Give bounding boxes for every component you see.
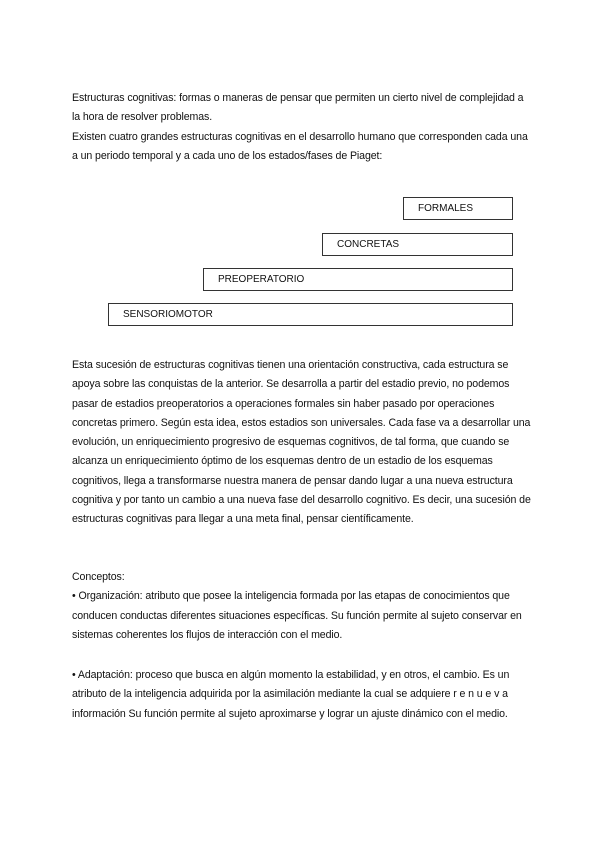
- concept-adaptacion-block: [72, 666, 532, 724]
- intro-definition: Estructuras cognitivas: formas o maneras de pensar que permiten un cierto nivel de complejidad a la hora de resolver problemas.: [72, 92, 524, 124]
- stage-formales-label: FORMALES: [418, 203, 474, 214]
- stage-sensoriomotor: [108, 303, 513, 326]
- stage-preoperatorio: [203, 268, 513, 291]
- concepts-heading: Conceptos:: [72, 571, 125, 583]
- stage-concretas-label: CONCRETAS: [337, 239, 400, 250]
- stage-concretas: [322, 233, 513, 256]
- concept-adaptacion: • Adaptación: proceso que busca en algún momento la estabilidad, y en otros, el cambio. Es un atributo de la inteligencia adquirida por la asimilación mediante la cual se adquiere r e n u e v a información Su función permite al sujeto aproximarse y lograr un ajuste dinámico con el medio.: [72, 669, 510, 720]
- stage-preoperatorio-label: PREOPERATORIO: [218, 274, 305, 285]
- stage-formales: [403, 197, 513, 220]
- body-text: Esta sucesión de estructuras cognitivas tienen una orientación constructiva, cada estructura se apoya sobre las conquistas de la anterior. Se desarrolla a partir del estadio previo, no podemos pasar de estadios preoperatorios a operaciones formales sin haber pasado por operaciones concretas primero. Según esta idea, estos estadios son universales. Cada fase va a desarrollar una evolución, un enriquecimiento progresivo de esquemas cognitivos, de tal forma, que cuando se alcanza un enriquecimiento óptimo de los esquemas dentro de un estadio de los esquemas cognitivos, llega a transformarse nuestra manera de pensar dando lugar a una nueva estructura cognitiva y por tanto un cambio a una nueva fase del desarrollo cognitivo. Es decir, una sucesión de estructuras cognitivas para llegar a una meta final, pensar científicamente.: [72, 359, 531, 526]
- stage-sensoriomotor-label: SENSORIOMOTOR: [123, 309, 213, 320]
- concept-organizacion: • Organización: atributo que posee la inteligencia formada por las etapas de conocimientos que conducen conductas diferentes situaciones específicas. Su función permite al sujeto conservar en sistemas coherentes los flujos de interacción con el medio.: [72, 590, 522, 641]
- intro-description: Existen cuatro grandes estructuras cognitivas en el desarrollo humano que corresponden cada una a un periodo temporal y a cada uno de los estados/fases de Piaget:: [72, 130, 528, 162]
- intro-text: [72, 89, 532, 166]
- body-paragraph: [72, 356, 532, 530]
- concepts-section: [72, 568, 532, 645]
